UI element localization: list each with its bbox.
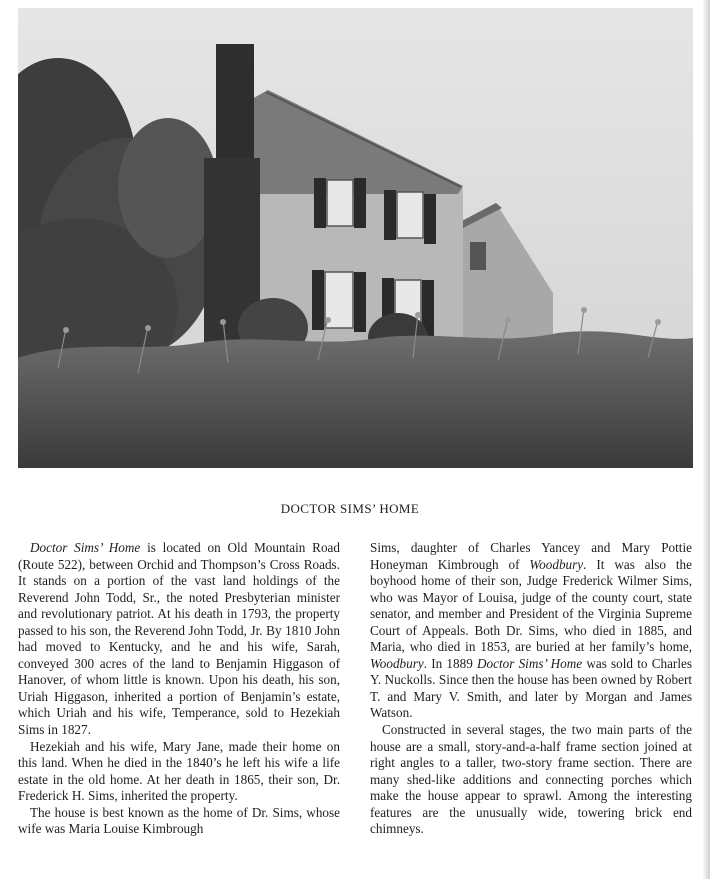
- paragraph-text: . It was also the boyhood home of their son, Judge Frederick Wilmer Sims, who was Mayor of Louisa, judge of the county court, state senator, and member and President of the Virginia Supreme Court of Appeals. Both Dr. Sims, who died in 1885, and Maria, who died in 1853, are buried at her family’s home,: [370, 556, 693, 655]
- page-edge-shadow: [702, 0, 710, 879]
- paragraph-history: [18, 540, 340, 739]
- paragraph-hezekiah: Hezekiah and his wife, Mary Jane, made their home on this land. When he died in the 1840’s he left his wife a life estate in the old home. At her death in 1865, their son, Dr. Frederick H. Sims, inherited the property.: [18, 738, 340, 804]
- paragraph-text: was sold to Charles Y. Nuckolls. Since then the house has been owned by Robert T. and Mary V. Smith, and later by Morgan and James Watson.: [370, 655, 692, 721]
- paragraph-text: is located on Old Mountain Road (Route 522), between Orchid and Thompson’s Cross Roads. It stands on a portion of the vast land holdings of the Reverend John Todd, Sr., the noted Presbyterian minister and revolutionary patriot. At his death in 1793, the property passed to his son, the Reverend John Todd, Jr. By 1810 John had moved to Kentucky, and he and his wife, Sarah, conveyed 300 acres of the land to Benjamin Higgason of Hanover, of whom little is known. Upon his death, his son, Uriah Higgason, inherited a portion of Benjamin’s estate, which Uriah and his wife, Temperance, sold to Hezekiah Sims in 1827.: [18, 540, 340, 738]
- house-illustration: [18, 8, 693, 468]
- house-name-italic: Doctor Sims’ Home: [477, 655, 583, 671]
- paragraph-construction: Constructed in several stages, the two main parts of the house are a small, story-and-a-half frame section joined at right angles to a taller, two-story frame section. There are many shed-like additions and connecting porches which make the house appear to sprawl. Among the interesting features are the unusually wide, towering brick end chimneys.: [370, 722, 692, 837]
- woodbury-italic: Woodbury: [370, 655, 424, 671]
- paragraph-text: . In 1889: [423, 655, 478, 671]
- woodbury-italic: Woodbury: [529, 556, 584, 572]
- paragraph-dr-sims: The house is best known as the home of Dr. Sims, whose wife was Maria Louise Kimbrough: [18, 804, 340, 837]
- text-column-left: [18, 540, 340, 838]
- photo-caption: DOCTOR SIMS’ HOME: [280, 501, 420, 516]
- paragraph-text: Sims, daughter of Charles Yancey and Mary Pottie Honeyman Kimbrough of: [370, 540, 692, 572]
- house-name-italic: Doctor Sims’ Home: [30, 540, 141, 555]
- text-column-right: [370, 540, 692, 838]
- house-photo: [18, 8, 693, 468]
- paragraph-kimbrough: [370, 540, 692, 722]
